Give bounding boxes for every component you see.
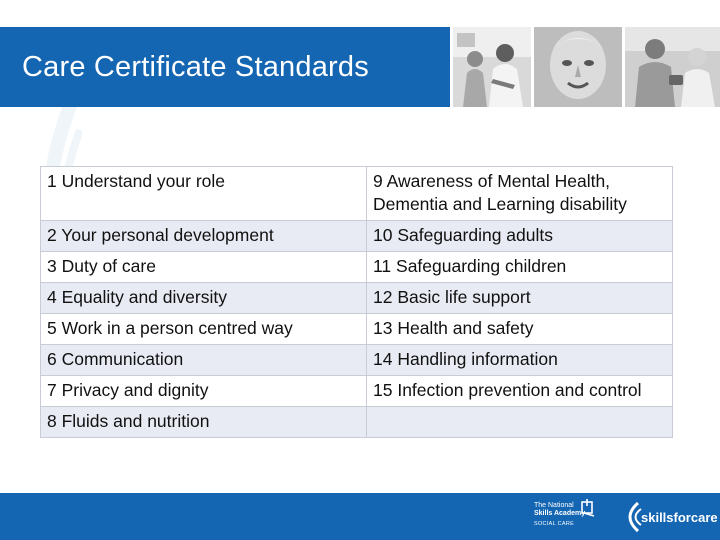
standard-cell: 10 Safeguarding adults [367, 221, 673, 252]
table-row [41, 252, 673, 283]
national-skills-academy-logo [534, 498, 604, 536]
table-row [41, 221, 673, 252]
skills-for-care-logo [622, 499, 718, 535]
standard-cell: 11 Safeguarding children [367, 252, 673, 283]
standard-cell: 7 Privacy and dignity [41, 376, 367, 407]
elderly-man-photo [534, 27, 622, 107]
table-row [41, 167, 673, 221]
standard-cell: 12 Basic life support [367, 283, 673, 314]
standard-cell: 4 Equality and diversity [41, 283, 367, 314]
standard-cell: 6 Communication [41, 345, 367, 376]
standard-cell: 9 Awareness of Mental Health, Dementia and Learning disability [367, 167, 673, 221]
carer-with-resident-photo [625, 27, 720, 107]
nsa-logo-line: SOCIAL CARE [534, 521, 575, 527]
table-row [41, 376, 673, 407]
table-row [41, 283, 673, 314]
standard-cell: 1 Understand your role [41, 167, 367, 221]
sfc-swirl-icon [622, 501, 642, 533]
standards-table [40, 166, 673, 438]
page-title: Care Certificate Standards [22, 51, 369, 83]
title-bar [0, 27, 450, 107]
standard-cell: 2 Your personal development [41, 221, 367, 252]
nsa-logo-line: The National [534, 502, 574, 509]
carers-photo [453, 27, 531, 107]
photo-strip [453, 27, 720, 107]
nsa-logo-line: Skills Academy [534, 510, 586, 517]
sfc-logo-text: skillsforcare [641, 510, 718, 525]
table-row [41, 345, 673, 376]
standard-cell: 3 Duty of care [41, 252, 367, 283]
standard-cell: 14 Handling information [367, 345, 673, 376]
standard-cell: 15 Infection prevention and control [367, 376, 673, 407]
table-row [41, 314, 673, 345]
footer-bar [0, 493, 720, 540]
nsa-mark-icon [580, 499, 596, 517]
standard-cell: 13 Health and safety [367, 314, 673, 345]
standard-cell: 8 Fluids and nutrition [41, 407, 367, 438]
standard-cell [367, 407, 673, 438]
standard-cell: 5 Work in a person centred way [41, 314, 367, 345]
table-row [41, 407, 673, 438]
